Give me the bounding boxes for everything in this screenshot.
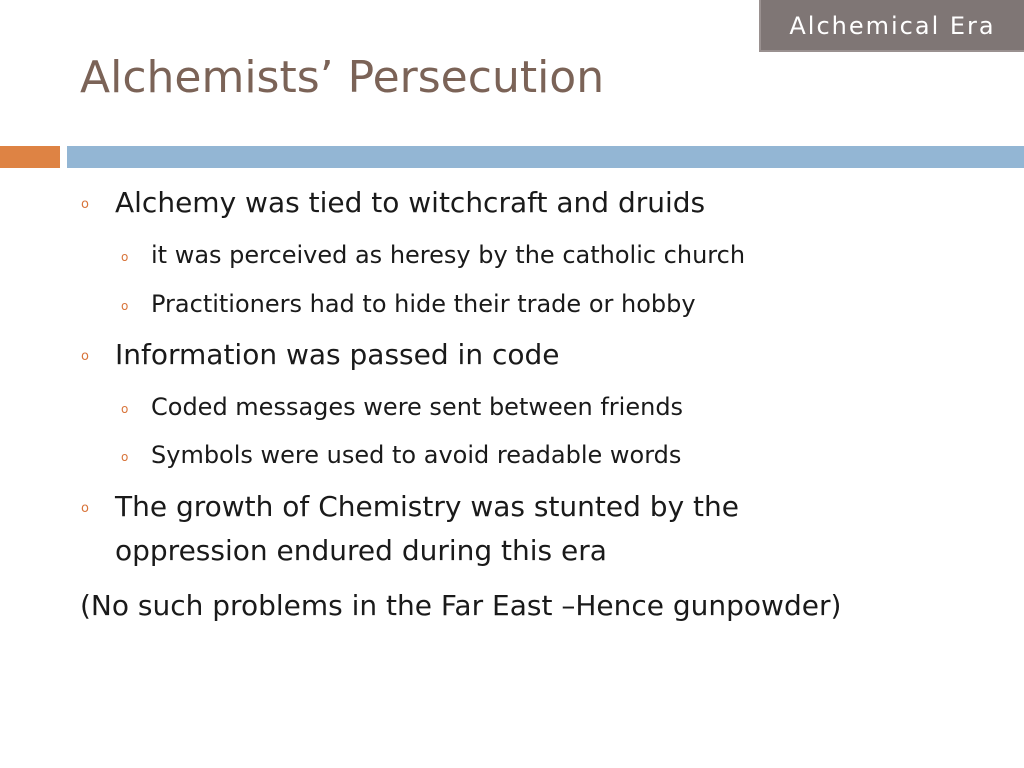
bullet-item-information-code (81, 338, 560, 371)
sub-bullet-item-coded-messages (121, 393, 684, 421)
hollow-circle-bullet-icon: o (81, 349, 89, 364)
bullet-text-line-2: oppression endured during this era (115, 534, 607, 567)
bullet-text-line-1: The growth of Chemistry was stunted by the (115, 490, 739, 523)
bullet-text: Information was passed in code (115, 338, 560, 371)
bullet-text: Alchemy was tied to witchcraft and druids (115, 186, 706, 219)
sub-bullet-item-hide-trade (121, 290, 696, 318)
hollow-circle-bullet-icon: o (121, 450, 129, 464)
bullet-item-alchemy-witchcraft (81, 186, 706, 219)
hollow-circle-bullet-icon: o (121, 402, 129, 416)
sub-bullet-item-symbols (121, 441, 682, 469)
slide-title: Alchemists’ Persecution (80, 52, 605, 103)
sub-bullet-text: Practitioners had to hide their trade or hobby (151, 290, 696, 318)
section-tag: Alchemical Era (759, 0, 1024, 52)
hollow-circle-bullet-icon: o (121, 299, 129, 313)
sub-bullet-text: Coded messages were sent between friends (151, 393, 684, 421)
sub-bullet-item-heresy (121, 241, 746, 269)
sub-bullet-text: Symbols were used to avoid readable words (151, 441, 682, 469)
bullet-item-chemistry-growth-continued (115, 534, 607, 567)
hollow-circle-bullet-icon: o (81, 501, 89, 516)
hollow-circle-bullet-icon: o (121, 250, 129, 264)
closing-note: (No such problems in the Far East –Hence gunpowder) (80, 589, 842, 622)
hollow-circle-bullet-icon: o (81, 197, 89, 212)
bullet-item-chemistry-growth (81, 490, 739, 523)
sub-bullet-text: it was perceived as heresy by the catholic church (151, 241, 746, 269)
